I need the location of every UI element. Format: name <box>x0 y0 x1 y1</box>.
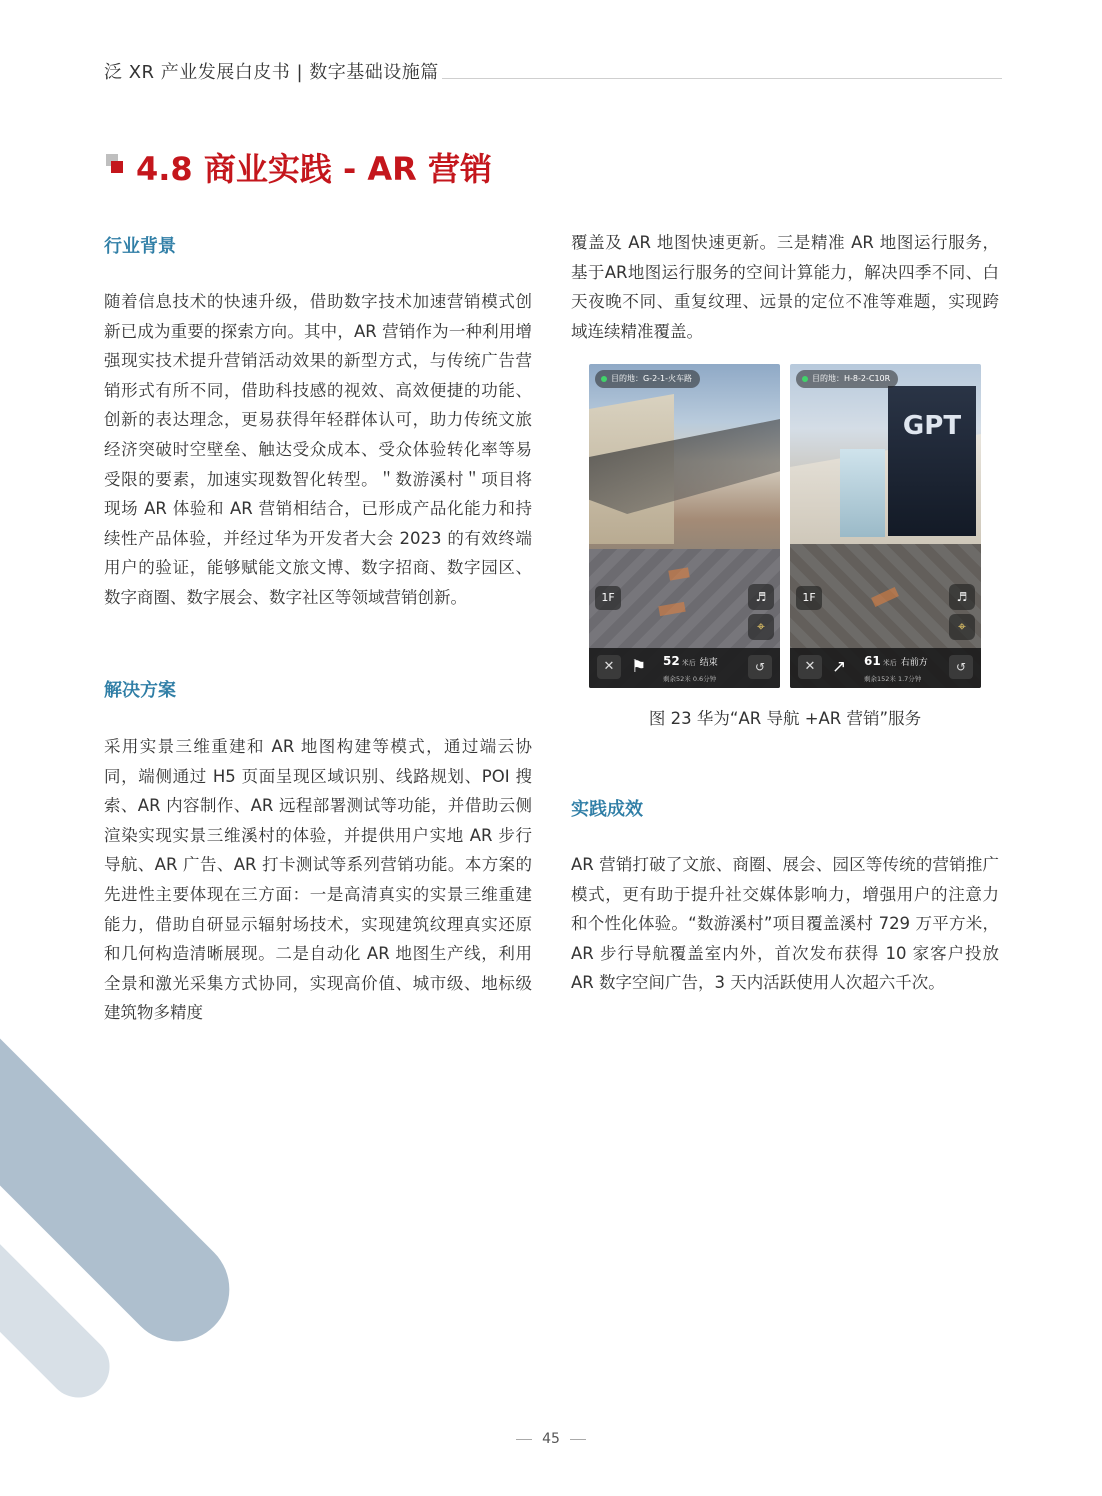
nav-distance-value: 61 <box>864 654 881 668</box>
section-title: 4.8 商业实践 - AR 营销 <box>136 150 492 188</box>
speaker-icon[interactable]: ♬ <box>748 584 774 610</box>
checkered-flag-icon: ⚑ <box>631 657 647 677</box>
speaker-icon[interactable]: ♬ <box>949 584 975 610</box>
close-icon[interactable]: ✕ <box>798 655 822 679</box>
figure-ar-navigation <box>589 364 981 688</box>
locate-icon[interactable]: ⌖ <box>748 614 774 640</box>
locate-icon[interactable]: ⌖ <box>949 614 975 640</box>
nav-distance-unit: 米后 <box>681 659 696 667</box>
paragraph-results: AR 营销打破了文旅、商圈、展会、园区等传统的营销推广模式，更有助于提升社交媒体影响力，增强用户的注意力和个性化体验。“数游溪村”项目覆盖溪村 729 万平方米，AR 步行导航覆盖室内外，首次发布获得 10 家客户投放 AR 数字空间广告，3 天内活跃使用人次超六千次。 <box>571 855 999 993</box>
page-number: 45 <box>542 1431 560 1447</box>
phone-screenshot-1 <box>589 364 780 688</box>
figure-caption: 图 23 华为“AR 导航 +AR 营销”服务 <box>648 709 922 728</box>
close-icon[interactable]: ✕ <box>597 655 621 679</box>
navigation-bar <box>589 648 780 688</box>
destination-pill: 目的地：H-8-2-C10R <box>796 370 898 388</box>
destination-pill: 目的地：G-2-1-火车路 <box>595 370 700 388</box>
paragraph-solution-continued: 覆盖及 AR 地图快速更新。三是精准 AR 地图运行服务，基于AR地图运行服务的空间计算能力，解决四季不同、白天夜晚不同、重复纹理、远景的定位不准等难题，实现跨域连续精准覆盖。 <box>571 233 999 341</box>
floor-button[interactable]: 1F <box>595 586 621 610</box>
running-header <box>104 58 1002 88</box>
nav-distance <box>663 654 718 668</box>
poster-text: GPT <box>902 411 962 441</box>
heading-solution: 解决方案 <box>104 680 176 701</box>
nav-instruction: 结束 <box>699 658 718 668</box>
ar-poster <box>888 386 976 536</box>
phone-screenshot-2 <box>790 364 981 688</box>
turn-right-arrow-icon: ↗ <box>832 657 847 677</box>
route-icon[interactable]: ↺ <box>949 655 973 679</box>
header-rule <box>442 78 1002 79</box>
nav-remaining: 剩余152米 1.7分钟 <box>864 675 922 683</box>
section-bullet-icon <box>106 154 126 174</box>
route-icon[interactable]: ↺ <box>748 655 772 679</box>
ar-poster-small <box>840 449 885 537</box>
page-number-footer <box>0 1431 1102 1447</box>
nav-instruction: 右前方 <box>900 658 928 668</box>
nav-distance-value: 52 <box>663 654 680 668</box>
floor-button[interactable]: 1F <box>796 586 822 610</box>
paragraph-industry-background: 随着信息技术的快速升级，借助数字技术加速营销模式创新已成为重要的探索方向。其中，AR 营销作为一种利用增强现实技术提升营销活动效果的新型方式，与传统广告营销形式有所不同，借助科技感的视效、高效便捷的功能、创新的表达理念，更易获得年轻群体认可，助力传统文旅经济突破时空壁垒、触达受众成本、受众体验转化率等易受限的要素，加速实现数智化转型。＂数游溪村＂项目将现场 AR 体验和 AR 营销相结合，已形成产品化能力和持续性产品体验，并经过华为开发者大会 2023 的有效终端用户的验证，能够赋能文旅文博、数字招商、数字园区、数字商圈、数字展会、数字社区等领域营销创新。 <box>104 292 532 607</box>
heading-results: 实践成效 <box>571 799 643 820</box>
heading-industry-background: 行业背景 <box>104 236 176 257</box>
nav-distance <box>864 654 928 668</box>
nav-distance-unit: 米后 <box>882 659 897 667</box>
paragraph-solution: 采用实景三维重建和 AR 地图构建等模式，通过端云协同，端侧通过 H5 页面呈现区域识别、线路规划、POI 搜索、AR 内容制作、AR 远程部署测试等功能，并借助云侧渲染实现实景三维溪村的体验，并提供用户实地 AR 步行导航、AR 广告、AR 打卡测试等系列营销功能。本方案的先进性主要体现在三方面：一是高清真实的实景三维重建能力，借助自研显示辐射场技术，实现建筑纹理真实还原和几何构造清晰展现。二是自动化 AR 地图生产线，利用全景和激光采集方式协同，实现高价值、城市级、地标级建筑物多精度 <box>104 737 532 1023</box>
header-title: 泛 XR 产业发展白皮书 | 数字基础设施篇 <box>104 62 439 83</box>
nav-remaining: 剩余52米 0.6分钟 <box>663 675 717 683</box>
navigation-bar <box>790 648 981 688</box>
